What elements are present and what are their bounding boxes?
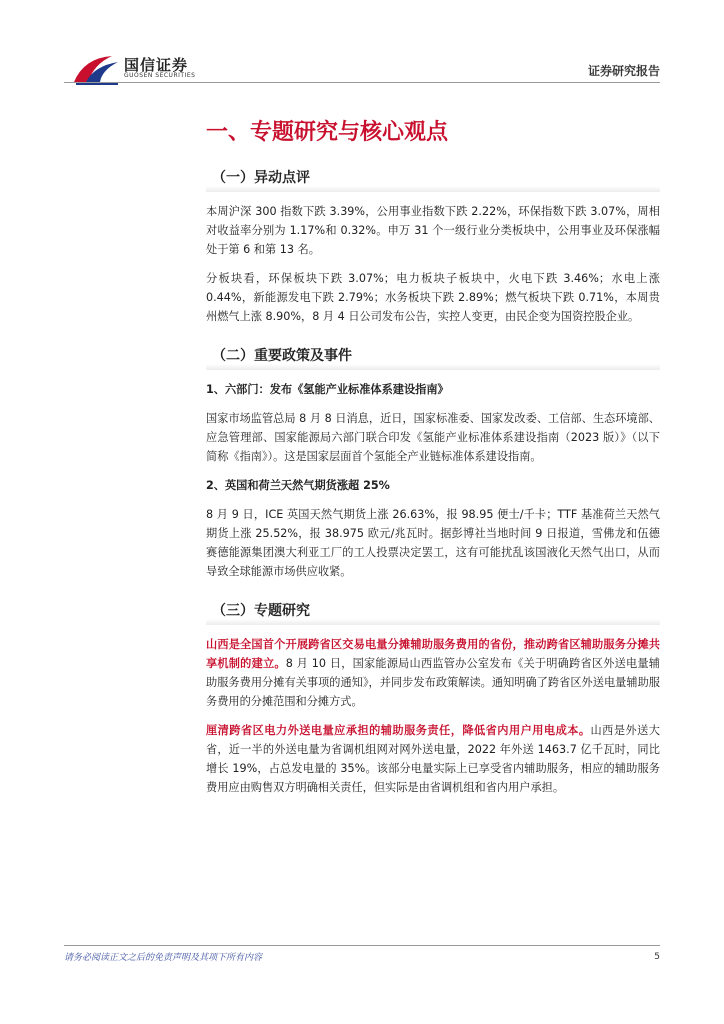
paragraph <box>206 635 660 711</box>
paragraph: 本周沪深 300 指数下跌 3.39%，公用事业指数下跌 2.22%，环保指数下跌 3.07%，周相对收益率分别为 1.17%和 0.32%。申万 31 个一级行业分类板块中，公用事业及环保涨幅处于第 6 和第 13 名。 <box>206 205 660 256</box>
paragraph: 8 月 9 日，ICE 英国天然气期货上涨 26.63%，报 98.95 便士/千卡；TTF 基准荷兰天然气期货上涨 25.52%，报 38.975 欧元/兆瓦时。据彭博社当地时间 9 日报道，雪佛龙和伍德赛德能源集团澳大利亚工厂的工人投票决定罢工，这有可能扰乱该国液化天然气出口，从而导致全球能源市场供应收紧。 <box>206 508 660 578</box>
section-heading: （二）重要政策及事件 <box>206 340 660 370</box>
logo-emblem-icon <box>72 52 122 86</box>
section-research <box>206 595 660 797</box>
section-policy-events <box>206 340 660 581</box>
paragraph <box>206 721 660 797</box>
footer-disclaimer: 请务必阅读正文之后的免责声明及其项下所有内容 <box>64 953 263 963</box>
header-divider <box>64 82 660 83</box>
main-content <box>206 100 660 797</box>
paragraph-body: 8 月 10 日，国家能源局山西监管办公室发布《关于明确跨省区外送电量辅助服务费用分摊有关事项的通知》，并同步发布政策解读。通知明确了跨省区外送电量辅助服务费用的分摊范围和分摊方式。 <box>206 657 660 708</box>
event-subhead: 2、英国和荷兰天然气期货涨超 25% <box>206 479 390 492</box>
section-heading: （一）异动点评 <box>206 162 660 192</box>
logo-text-en: GUOSEN SECURITIES <box>124 72 196 79</box>
key-point: 厘清跨省区电力外送电量应承担的辅助服务责任，降低省内用户用电成本。 <box>206 724 591 737</box>
section-heading: （三）专题研究 <box>206 595 660 625</box>
page-header <box>0 0 724 90</box>
footer-divider <box>64 945 660 946</box>
paragraph: 分板块看，环保板块下跌 3.07%；电力板块子板块中，火电下跌 3.46%；水电上涨 0.44%，新能源发电下跌 2.79%；水务板块下跌 2.89%；燃气板块下跌 0.71%，本周贵州燃气上涨 8.90%，8 月 4 日公司发布公告，实控人变更，由民企变为国资控股企业。 <box>206 272 660 323</box>
logo-text-cn: 国信证券 <box>124 56 189 74</box>
page-title: 一、专题研究与核心观点 <box>206 120 449 145</box>
key-point: 山西是全国首个开展跨省区交易电量分摊辅助服务费用的省份，推动跨省区辅助服务分摊共享机制的建立。 <box>206 638 660 670</box>
report-type-label: 证券研究报告 <box>587 64 660 78</box>
paragraph-body: 山西是外送大省，近一半的外送电量为省调机组网对网外送电量，2022 年外送 1463.7 亿千瓦时，同比增长 19%，占总发电量的 35%。该部分电量实际上已享受省内辅助服务，相应的辅助服务费用应由购售双方明确相关责任，但实际是由省调机组和省内用户承担。 <box>206 724 660 794</box>
page-number: 5 <box>654 952 660 962</box>
section-anomaly-review <box>206 162 660 326</box>
event-subhead: 1、六部门：发布《氢能产业标准体系建设指南》 <box>206 383 449 396</box>
paragraph: 国家市场监管总局 8 月 8 日消息，近日，国家标准委、国家发改委、工信部、生态环境部、应急管理部、国家能源局六部门联合印发《氢能产业标准体系建设指南（2023 版）》（以下简称《指南》）。这是国家层面首个氢能全产业链标准体系建设指南。 <box>206 412 660 463</box>
